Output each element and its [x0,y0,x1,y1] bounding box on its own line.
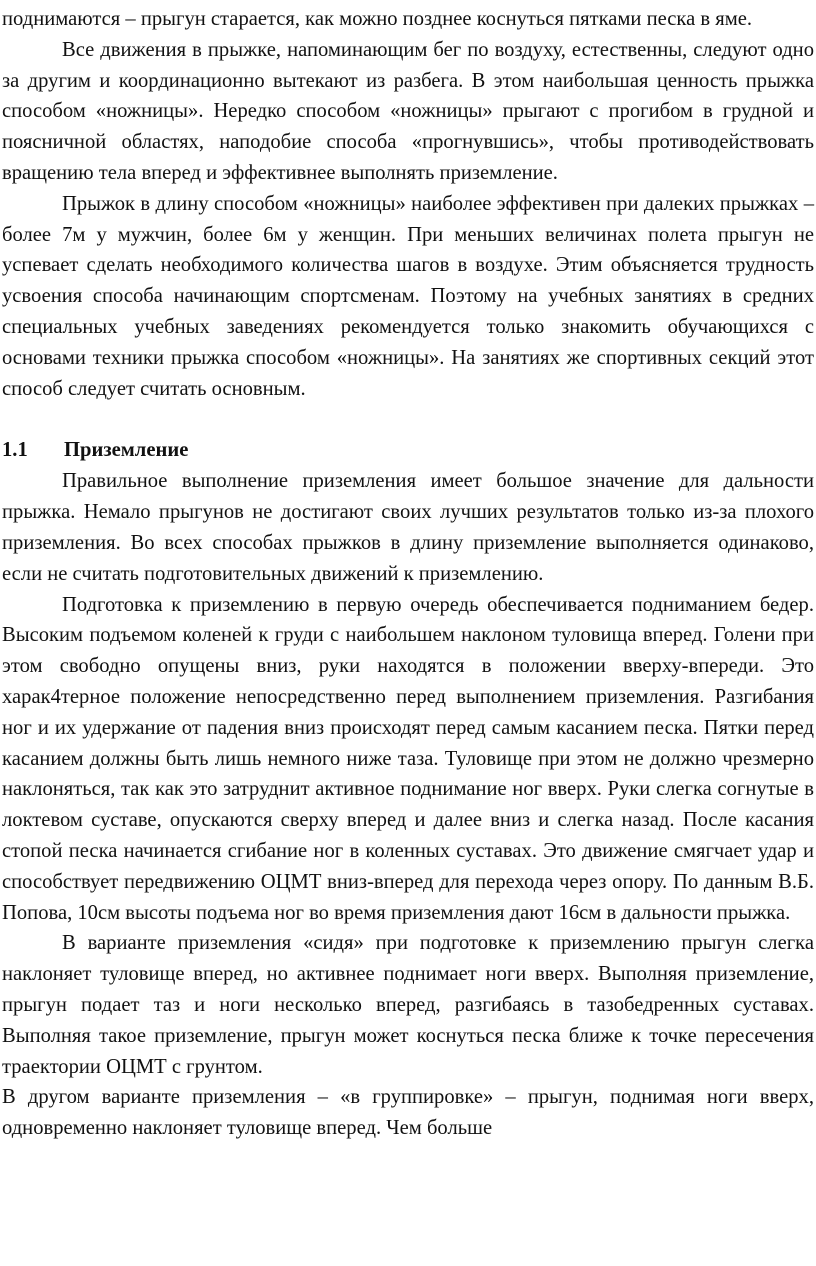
section-spacer [2,404,814,436]
paragraph-scissors-movement: Все движения в прыжке, напоминающим бег по воздуху, естественны, следуют одно за другим и координационно вытекают из разбега. В этом наибольшая ценность прыжка способом «ножницы». Нередко способом «ножницы» прыгают с прогибом в грудной и поясничной областях, наподобие способа «прогнувшись», чтобы противодействовать вращению тела вперед и эффективнее выполнять приземление. [2,38,814,184]
section-title: Приземление [64,439,189,462]
section-heading [2,436,814,464]
paragraph-scissors-effectiveness: Прыжок в длину способом «ножницы» наиболее эффективен при далеких прыжках – более 7м у мужчин, более 6м у женщин. При меньших величинах полета прыгун не успевает сделать необходимого количества шагов в воздухе. Этим объясняется трудность усвоения способа начинающим спортсменам. Поэтому на учебных занятиях в средних специальных учебных заведениях рекомендуется только знакомить обучающихся с основами техники прыжка способом «ножницы». На занятиях же спортивных секций этот способ следует считать основным. [2,192,814,400]
paragraph-landing-sitting: В варианте приземления «сидя» при подготовке к приземлению прыгун слегка наклоняет туловище вперед, но активнее поднимает ноги вверх. Выполняя приземление, прыгун подает таз и ноги несколько вперед, разгибаясь в тазобедренных суставах. Выполняя такое приземление, прыгун может коснуться песка ближе к точке пересечения траектории ОЦМТ с грунтом. [2,932,814,1078]
paragraph-landing-preparation: Подготовка к приземлению в первую очередь обеспечивается подниманием бедер. Высоким подъемом коленей к груди с наибольшем наклоном туловища вперед. Голени при этом свободно опущены вниз, руки находятся в положении вверху-впереди. Это харак4терное положение непосредственно перед выполнением приземления. Разгибания ног и их удержание от падения вниз происходят перед самым касанием песка. Пятки перед касанием должны быть лишь немного ниже таза. Туловище при этом не должно чрезмерно наклоняться, так как это затруднит активное поднимание ног вверх. Руки слегка согнутые в локтевом суставе, опускаются сверху вперед и далее вниз и слегка назад. После касания стопой песка начинается сгибание ног в коленных суставах. Это движение смягчает удар и способствует передвижению ОЦМТ вниз-вперед для перехода через опору. По данным В.Б. Попова, 10см высоты подъема ног во время приземления дают 16см в дальности прыжка. [2,593,814,924]
paragraph-landing-tuck: В другом варианте приземления – «в группировке» – прыгун, поднимая ноги вверх, одновременно наклоняет туловище вперед. Чем больше [2,1086,814,1140]
paragraph-landing-importance: Правильное выполнение приземления имеет большое значение для дальности прыжка. Немало прыгунов не достигают своих лучших результатов только из-за плохого приземления. Во всех способах прыжков в длину приземление выполняется одинаково, если не считать подготовительных движений к приземлению. [2,470,814,585]
paragraph-continuation: поднимаются – прыгун старается, как можно позднее коснуться пятками песка в яме. [2,8,753,30]
section-number: 1.1 [2,439,28,462]
